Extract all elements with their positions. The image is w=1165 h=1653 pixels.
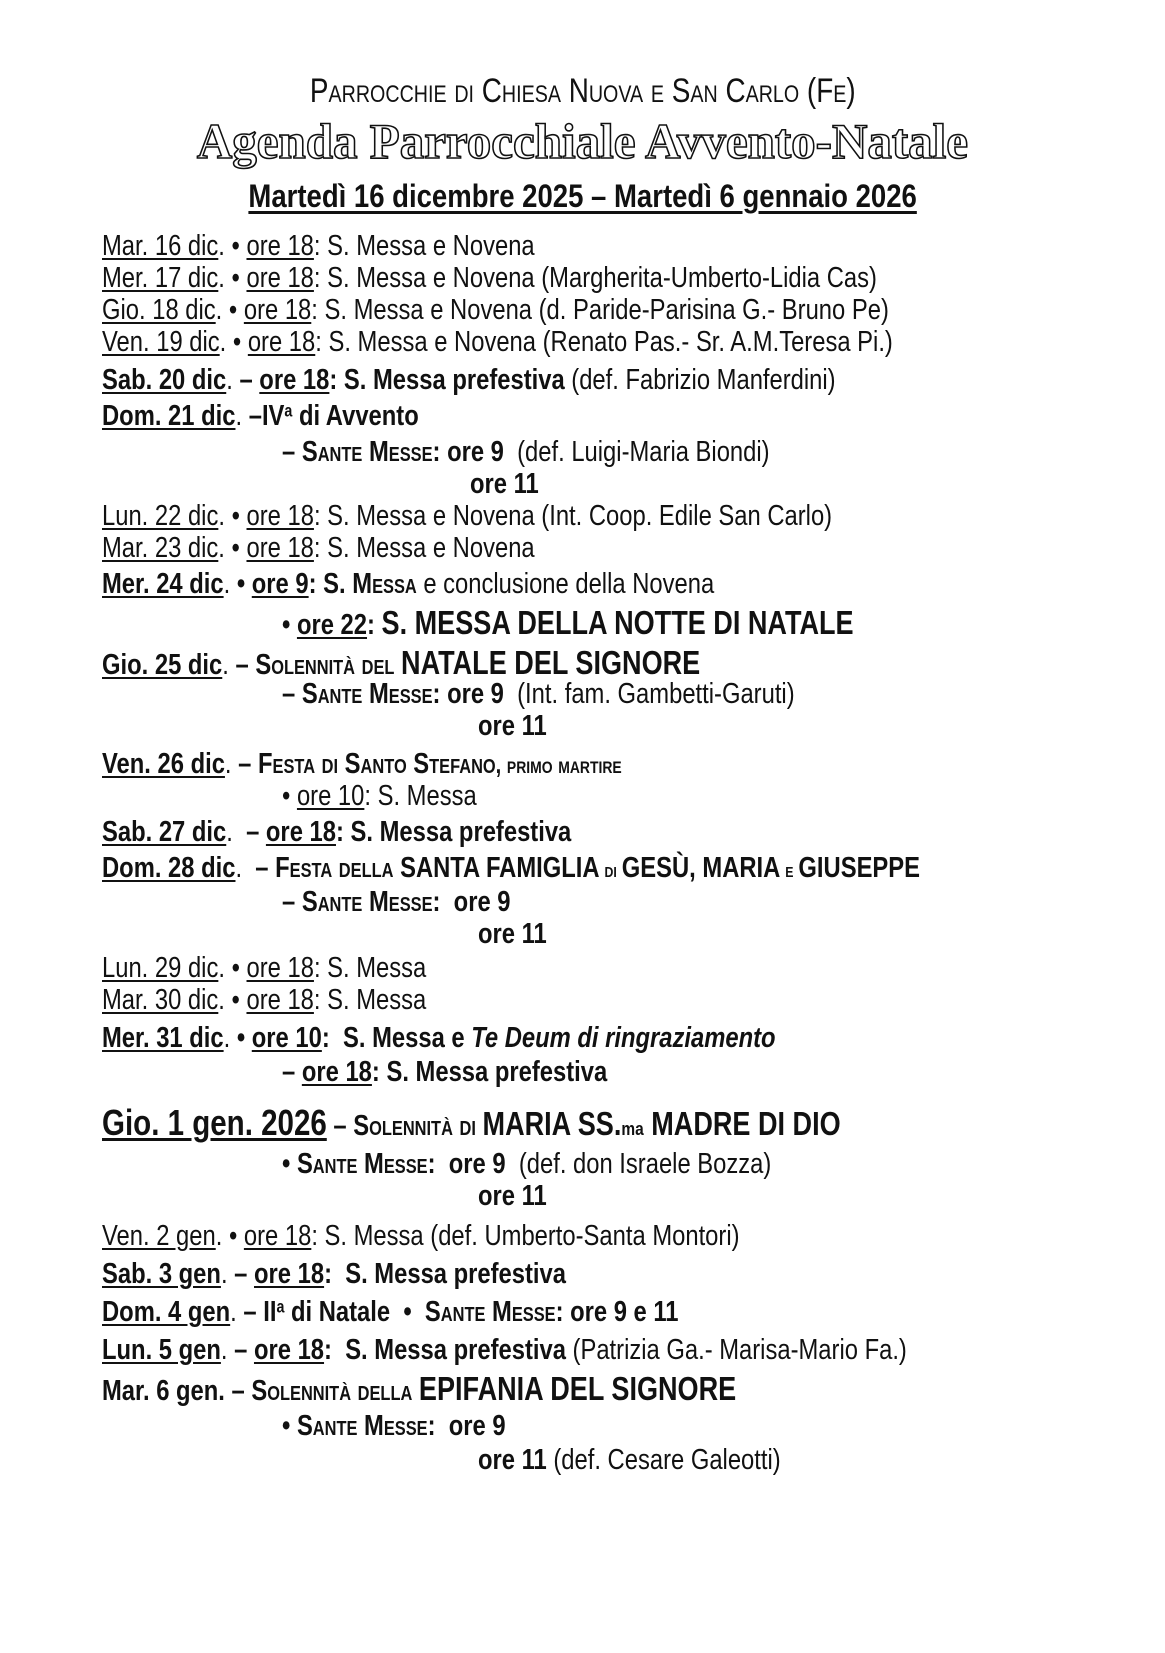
dash: –	[248, 400, 262, 432]
page-title: Agenda Parrocchiale Avvento-Natale	[196, 113, 969, 169]
agenda-row: Sab. 3 gen. – ore 18: S. Messa prefestiva	[102, 1258, 566, 1290]
agenda-title: Solennità della EPIFANIA DEL SIGNORE	[251, 1370, 737, 1407]
agenda-row: Sab. 27 dic. – ore 18: S. Messa prefestiva	[102, 816, 572, 848]
agenda-masses: – Sante Messe: ore 9 (def. Luigi-Maria Biondi)	[282, 436, 770, 468]
agenda-time: ore 9	[447, 436, 504, 468]
agenda-note: (def. Cesare Galeotti)	[553, 1444, 781, 1476]
agenda-title: Festa di Santo Stefano, primo martire	[258, 748, 622, 780]
agenda-text: S. Messa	[327, 952, 427, 984]
bullet: •	[231, 230, 240, 262]
agenda-row: Mer. 17 dic. • ore 18: S. Messa e Novena (Margherita-Umberto-Lidia Cas)	[102, 262, 877, 294]
agenda-time: ore 18	[254, 1258, 325, 1290]
agenda-date: Mar. 6 gen.	[102, 1375, 225, 1407]
agenda-text: S. Messa e Novena	[327, 262, 535, 294]
dash: –	[255, 852, 269, 884]
agenda-date: Mer. 24 dic	[102, 568, 224, 600]
bullet: •	[231, 984, 240, 1016]
agenda-date: Dom. 21 dic	[102, 400, 236, 432]
masses-label: Sante Messe:	[296, 1410, 436, 1442]
agenda-note: (def. Umberto-Santa Montori)	[430, 1220, 740, 1252]
agenda-time: ore 18	[247, 326, 316, 358]
masses-label: Sante Messe:	[301, 436, 441, 468]
agenda-text: S. Messa	[324, 1220, 424, 1252]
agenda-date: Lun. 29 dic	[102, 952, 219, 984]
agenda-text: S. Messa e Novena	[327, 230, 535, 262]
agenda-date: Sab. 3 gen	[102, 1258, 221, 1290]
agenda-text: S. MESSA DELLA NOTTE DI NATALE	[381, 604, 854, 641]
agenda-time: ore 18	[243, 1220, 312, 1252]
agenda-row-secondary: • ore 22: S. MESSA DELLA NOTTE DI NATALE	[282, 604, 854, 641]
agenda-text: S. Messa	[327, 984, 427, 1016]
agenda-time: ore 9 e 11	[570, 1296, 679, 1328]
agenda-row: Mar. 16 dic. • ore 18: S. Messa e Novena	[102, 230, 535, 262]
agenda-date: Lun. 22 dic	[102, 500, 219, 532]
agenda-row: Ven. 2 gen. • ore 18: S. Messa (def. Umberto-Santa Montori)	[102, 1220, 740, 1252]
agenda-row: Gio. 18 dic. • ore 18: S. Messa e Novena (d. Paride-Parisina G.- Bruno Pe)	[102, 294, 889, 326]
agenda-date: Ven. 2 gen	[102, 1220, 216, 1252]
agenda-date: Gio. 18 dic	[102, 294, 216, 326]
agenda-title: $IV^a$ di Avvento	[261, 400, 419, 432]
agenda-note: (def. don Israele Bozza)	[518, 1148, 772, 1180]
agenda-row: Lun. 29 dic. • ore 18: S. Messa	[102, 952, 427, 984]
agenda-text: S. Messa e Novena	[324, 294, 533, 326]
agenda-note: (Patrizia Ga.- Marisa-Mario Fa.)	[572, 1334, 907, 1366]
agenda-note: (Int. fam. Gambetti-Garuti)	[517, 678, 795, 710]
agenda-text: S. Messa e conclusione della Novena	[323, 568, 715, 600]
agenda-date: Dom. 28 dic	[102, 852, 236, 884]
agenda-time-secondary: ore 11 (def. Cesare Galeotti)	[478, 1444, 781, 1476]
agenda-time: ore 18	[301, 1056, 372, 1088]
agenda-time: ore 10	[296, 780, 365, 812]
agenda-note: (Margherita-Umberto-Lidia Cas)	[541, 262, 877, 294]
agenda-date: Mar. 30 dic	[102, 984, 219, 1016]
agenda-title: Solennità di MARIA SS.ma MADRE DI DIO	[353, 1105, 841, 1142]
agenda-title: Festa della SANTA FAMIGLIA di GESÙ, MARIA e GIUSEPPE	[275, 852, 921, 884]
agenda-time: ore 18	[265, 816, 336, 848]
agenda-time-secondary: ore 11	[478, 918, 547, 950]
bullet: •	[403, 1296, 412, 1328]
agenda-text: S. Messa	[377, 780, 477, 812]
dash: –	[333, 1110, 347, 1142]
agenda-note: (d. Paride-Parisina G.- Bruno Pe)	[538, 294, 889, 326]
agenda-time: ore 18	[246, 262, 314, 294]
bullet: •	[231, 952, 240, 984]
agenda-row-secondary: • ore 10: S. Messa	[282, 780, 477, 812]
masses-label: Sante Messe:	[424, 1296, 564, 1328]
agenda-row: Dom. 21 dic. $-IV^a$ di Avvento	[102, 400, 419, 432]
agenda-masses: – Sante Messe: ore 9	[282, 886, 511, 918]
agenda-time: ore 18	[246, 984, 314, 1016]
dash: –	[246, 816, 260, 848]
dash: –	[231, 1375, 245, 1407]
agenda-date: Ven. 26 dic	[102, 748, 225, 780]
agenda-row: Mar. 23 dic. • ore 18: S. Messa e Novena	[102, 532, 535, 564]
bullet: •	[232, 326, 242, 358]
agenda-date: Gio. 1 gen. 2026	[102, 1102, 327, 1143]
agenda-note: (def. Fabrizio Manferdini)	[571, 364, 836, 396]
agenda-date: Mar. 23 dic	[102, 532, 219, 564]
agenda-time: ore 9	[448, 1410, 506, 1442]
agenda-title: $II^a$ di Natale	[263, 1296, 391, 1328]
agenda-row: Ven. 19 dic. • ore 18: S. Messa e Novena (Renato Pas.- Sr. A.M.Teresa Pi.)	[102, 326, 893, 358]
agenda-time: ore 18	[253, 1334, 325, 1366]
dash: –	[238, 748, 252, 780]
agenda-text: S. Messa e Novena	[327, 532, 535, 564]
bullet: •	[282, 1148, 291, 1180]
agenda-time: ore 18	[243, 294, 312, 326]
masses-label: Sante Messe:	[301, 678, 441, 710]
agenda-note: (Renato Pas.- Sr. A.M.Teresa Pi.)	[542, 326, 893, 358]
dash: –	[234, 1258, 248, 1290]
agenda-row: Mer. 31 dic. • ore 10: S. Messa e Te Deum di ringraziamento	[102, 1022, 776, 1054]
agenda-masses	[282, 1410, 506, 1443]
agenda-row: Dom. 28 dic. – Festa della SANTA FAMIGLIA di GESÙ, MARIA e GIUSEPPE	[102, 852, 921, 884]
agenda-date: Lun. 5 gen	[102, 1334, 221, 1366]
agenda-time: ore 9	[453, 886, 511, 918]
dash: –	[282, 1056, 296, 1088]
agenda-row: Lun. 5 gen. – ore 18: S. Messa prefestiva (Patrizia Ga.- Marisa-Mario Fa.)	[102, 1334, 907, 1366]
agenda-text: S. Messa e Novena	[328, 326, 537, 358]
bullet: •	[228, 1220, 238, 1252]
bullet: •	[231, 500, 240, 532]
agenda-row	[102, 1370, 736, 1408]
agenda-time: ore 9	[448, 1148, 506, 1180]
agenda-time: ore 18	[259, 364, 330, 396]
bullet: •	[231, 532, 240, 564]
dash: –	[234, 1334, 248, 1366]
agenda-date: Mar. 16 dic	[102, 230, 219, 262]
agenda-text: S. Messa prefestiva	[386, 1056, 608, 1088]
agenda-time: ore 18	[246, 500, 314, 532]
agenda-time-secondary: ore 11	[478, 1180, 547, 1212]
agenda-time: ore 18	[246, 230, 314, 262]
agenda-date: Dom. 4 gen	[102, 1296, 231, 1328]
agenda-masses: – Sante Messe: ore 9 (Int. fam. Gambetti-Garuti)	[282, 678, 795, 710]
agenda-time: ore 10	[251, 1022, 322, 1054]
agenda-row: Mar. 30 dic. • ore 18: S. Messa	[102, 984, 427, 1016]
agenda-date: Mer. 17 dic	[102, 262, 219, 294]
agenda-time-secondary: ore 11	[478, 710, 547, 742]
agenda-date: Sab. 27 dic	[102, 816, 227, 848]
agenda-row: Dom. 4 gen. – $II^a$ di Natale • Sante Messe: ore 9 e 11	[102, 1296, 679, 1328]
agenda-date: Ven. 19 dic	[102, 326, 220, 358]
period-subtitle: Martedì 16 dicembre 2025 – Martedì 6 gennaio 2026	[248, 178, 917, 214]
dash: –	[243, 1296, 257, 1328]
dash: –	[239, 364, 253, 396]
header-parishes: Parrocchie di Chiesa Nuova e San Carlo (Fe)	[309, 72, 856, 110]
agenda-time: ore 18	[246, 952, 314, 984]
agenda-date: Gio. 25 dic	[102, 649, 223, 681]
agenda-row: Ven. 26 dic. – Festa di Santo Stefano, primo martire	[102, 748, 622, 780]
agenda-time: ore 9	[447, 678, 504, 710]
bullet: •	[228, 294, 238, 326]
bullet: •	[236, 568, 246, 600]
agenda-note: (Int. Coop. Edile San Carlo)	[541, 500, 833, 532]
agenda-time: ore 9	[251, 568, 309, 600]
bullet: •	[282, 609, 291, 641]
agenda-time-secondary: ore 11	[470, 468, 539, 500]
bullet: •	[282, 780, 291, 812]
bullet: •	[231, 262, 240, 294]
agenda-text: S. Messa e Te Deum di ringraziamento	[343, 1022, 776, 1054]
agenda-title: Solennità del NATALE DEL SIGNORE	[255, 644, 701, 681]
agenda-text: S. Messa prefestiva	[350, 816, 572, 848]
agenda-date: Mer. 31 dic	[102, 1022, 224, 1054]
agenda-text: S. Messa prefestiva	[345, 1258, 566, 1290]
agenda-row: Mer. 24 dic. • ore 9: S. Messa e conclusione della Novena	[102, 568, 715, 600]
agenda-row	[102, 1102, 841, 1144]
agenda-note: (def. Luigi-Maria Biondi)	[517, 436, 770, 468]
agenda-row-secondary: – ore 18: S. Messa prefestiva	[282, 1056, 608, 1088]
masses-label: Sante Messe:	[301, 886, 441, 918]
agenda-row: Gio. 25 dic. – Solennità del NATALE DEL SIGNORE	[102, 644, 701, 681]
bullet: •	[236, 1022, 246, 1054]
agenda-row: Sab. 20 dic. – ore 18: S. Messa prefestiva (def. Fabrizio Manferdini)	[102, 364, 836, 396]
agenda-row: Lun. 22 dic. • ore 18: S. Messa e Novena (Int. Coop. Edile San Carlo)	[102, 500, 833, 532]
dash: –	[235, 649, 249, 681]
agenda-text: S. Messa e Novena	[327, 500, 535, 532]
agenda-text: S. Messa prefestiva	[345, 1334, 566, 1366]
agenda-time: ore 22	[296, 609, 368, 641]
agenda-text: S. Messa prefestiva	[343, 364, 565, 396]
agenda-time: ore 18	[246, 532, 314, 564]
agenda-date: Sab. 20 dic	[102, 364, 227, 396]
bullet: •	[282, 1410, 291, 1442]
masses-label: Sante Messe:	[296, 1148, 436, 1180]
agenda-masses	[282, 1148, 771, 1181]
